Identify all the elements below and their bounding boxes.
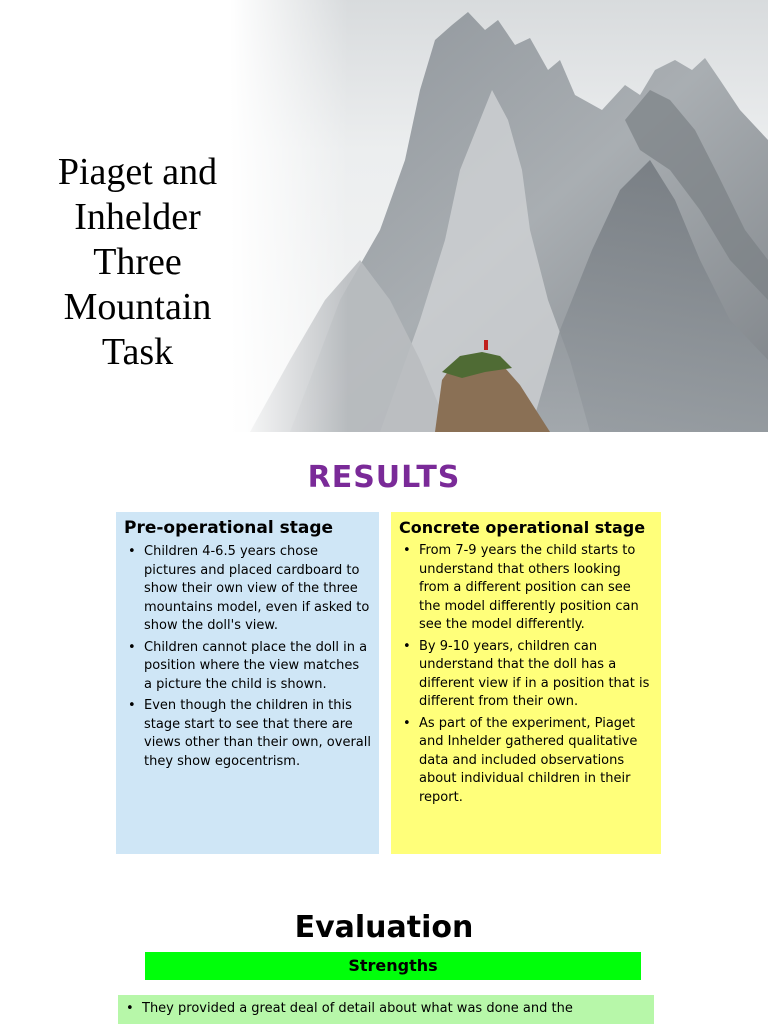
pre-operational-list bbox=[124, 543, 371, 771]
concrete-operational-panel bbox=[391, 512, 661, 854]
bullet-icon: • bbox=[128, 639, 136, 655]
list-item: • From 7-9 years the child starts to understand that others looking from a different position can see the model differently position can see the model differently. bbox=[403, 543, 639, 632]
title-line: Inhelder bbox=[74, 196, 201, 238]
mountain-photo bbox=[230, 0, 768, 432]
list-item: • By 9-10 years, children can understand that the doll has a different view if in a position that is different from their own. bbox=[403, 638, 650, 709]
results-heading: RESULTS bbox=[307, 460, 461, 495]
title-line: Three bbox=[93, 241, 182, 283]
pre-operational-title: Pre-operational stage bbox=[124, 518, 334, 538]
bullet-icon: • bbox=[403, 543, 411, 558]
title-line: Mountain bbox=[63, 286, 212, 328]
title-line: Piaget and bbox=[57, 151, 218, 193]
title-slide bbox=[0, 0, 768, 432]
bullet-icon: • bbox=[128, 698, 136, 713]
results-slide bbox=[0, 440, 768, 880]
bullet-icon: • bbox=[403, 715, 411, 731]
strength-item: • They provided a great deal of detail about what was done and the bbox=[118, 995, 654, 1024]
concrete-operational-title: Concrete operational stage bbox=[399, 518, 646, 537]
bullet-icon: • bbox=[126, 1001, 134, 1016]
list-item: • As part of the experiment, Piaget and Inhelder gathered qualitative data and included observations about individual children in their report. bbox=[403, 715, 638, 805]
pre-operational-panel bbox=[116, 512, 379, 854]
bullet-icon: • bbox=[128, 544, 136, 559]
evaluation-slide bbox=[0, 890, 768, 1024]
concrete-operational-list bbox=[399, 542, 653, 807]
evaluation-heading: Evaluation bbox=[294, 910, 474, 945]
slide-title bbox=[30, 150, 245, 375]
bullet-icon: • bbox=[403, 638, 411, 654]
list-item: • Even though the children in this stage start to see that there are views other than their own, overall they show egocentrism. bbox=[128, 698, 371, 769]
list-item: • Children 4-6.5 years chose pictures and placed cardboard to show their own view of the three mountains model, even if asked to show the doll's view. bbox=[128, 544, 370, 633]
title-line: Task bbox=[101, 331, 174, 373]
strengths-label: Strengths bbox=[145, 952, 641, 980]
list-item: • Children cannot place the doll in a position where the view matches a picture the child is shown. bbox=[128, 639, 368, 692]
